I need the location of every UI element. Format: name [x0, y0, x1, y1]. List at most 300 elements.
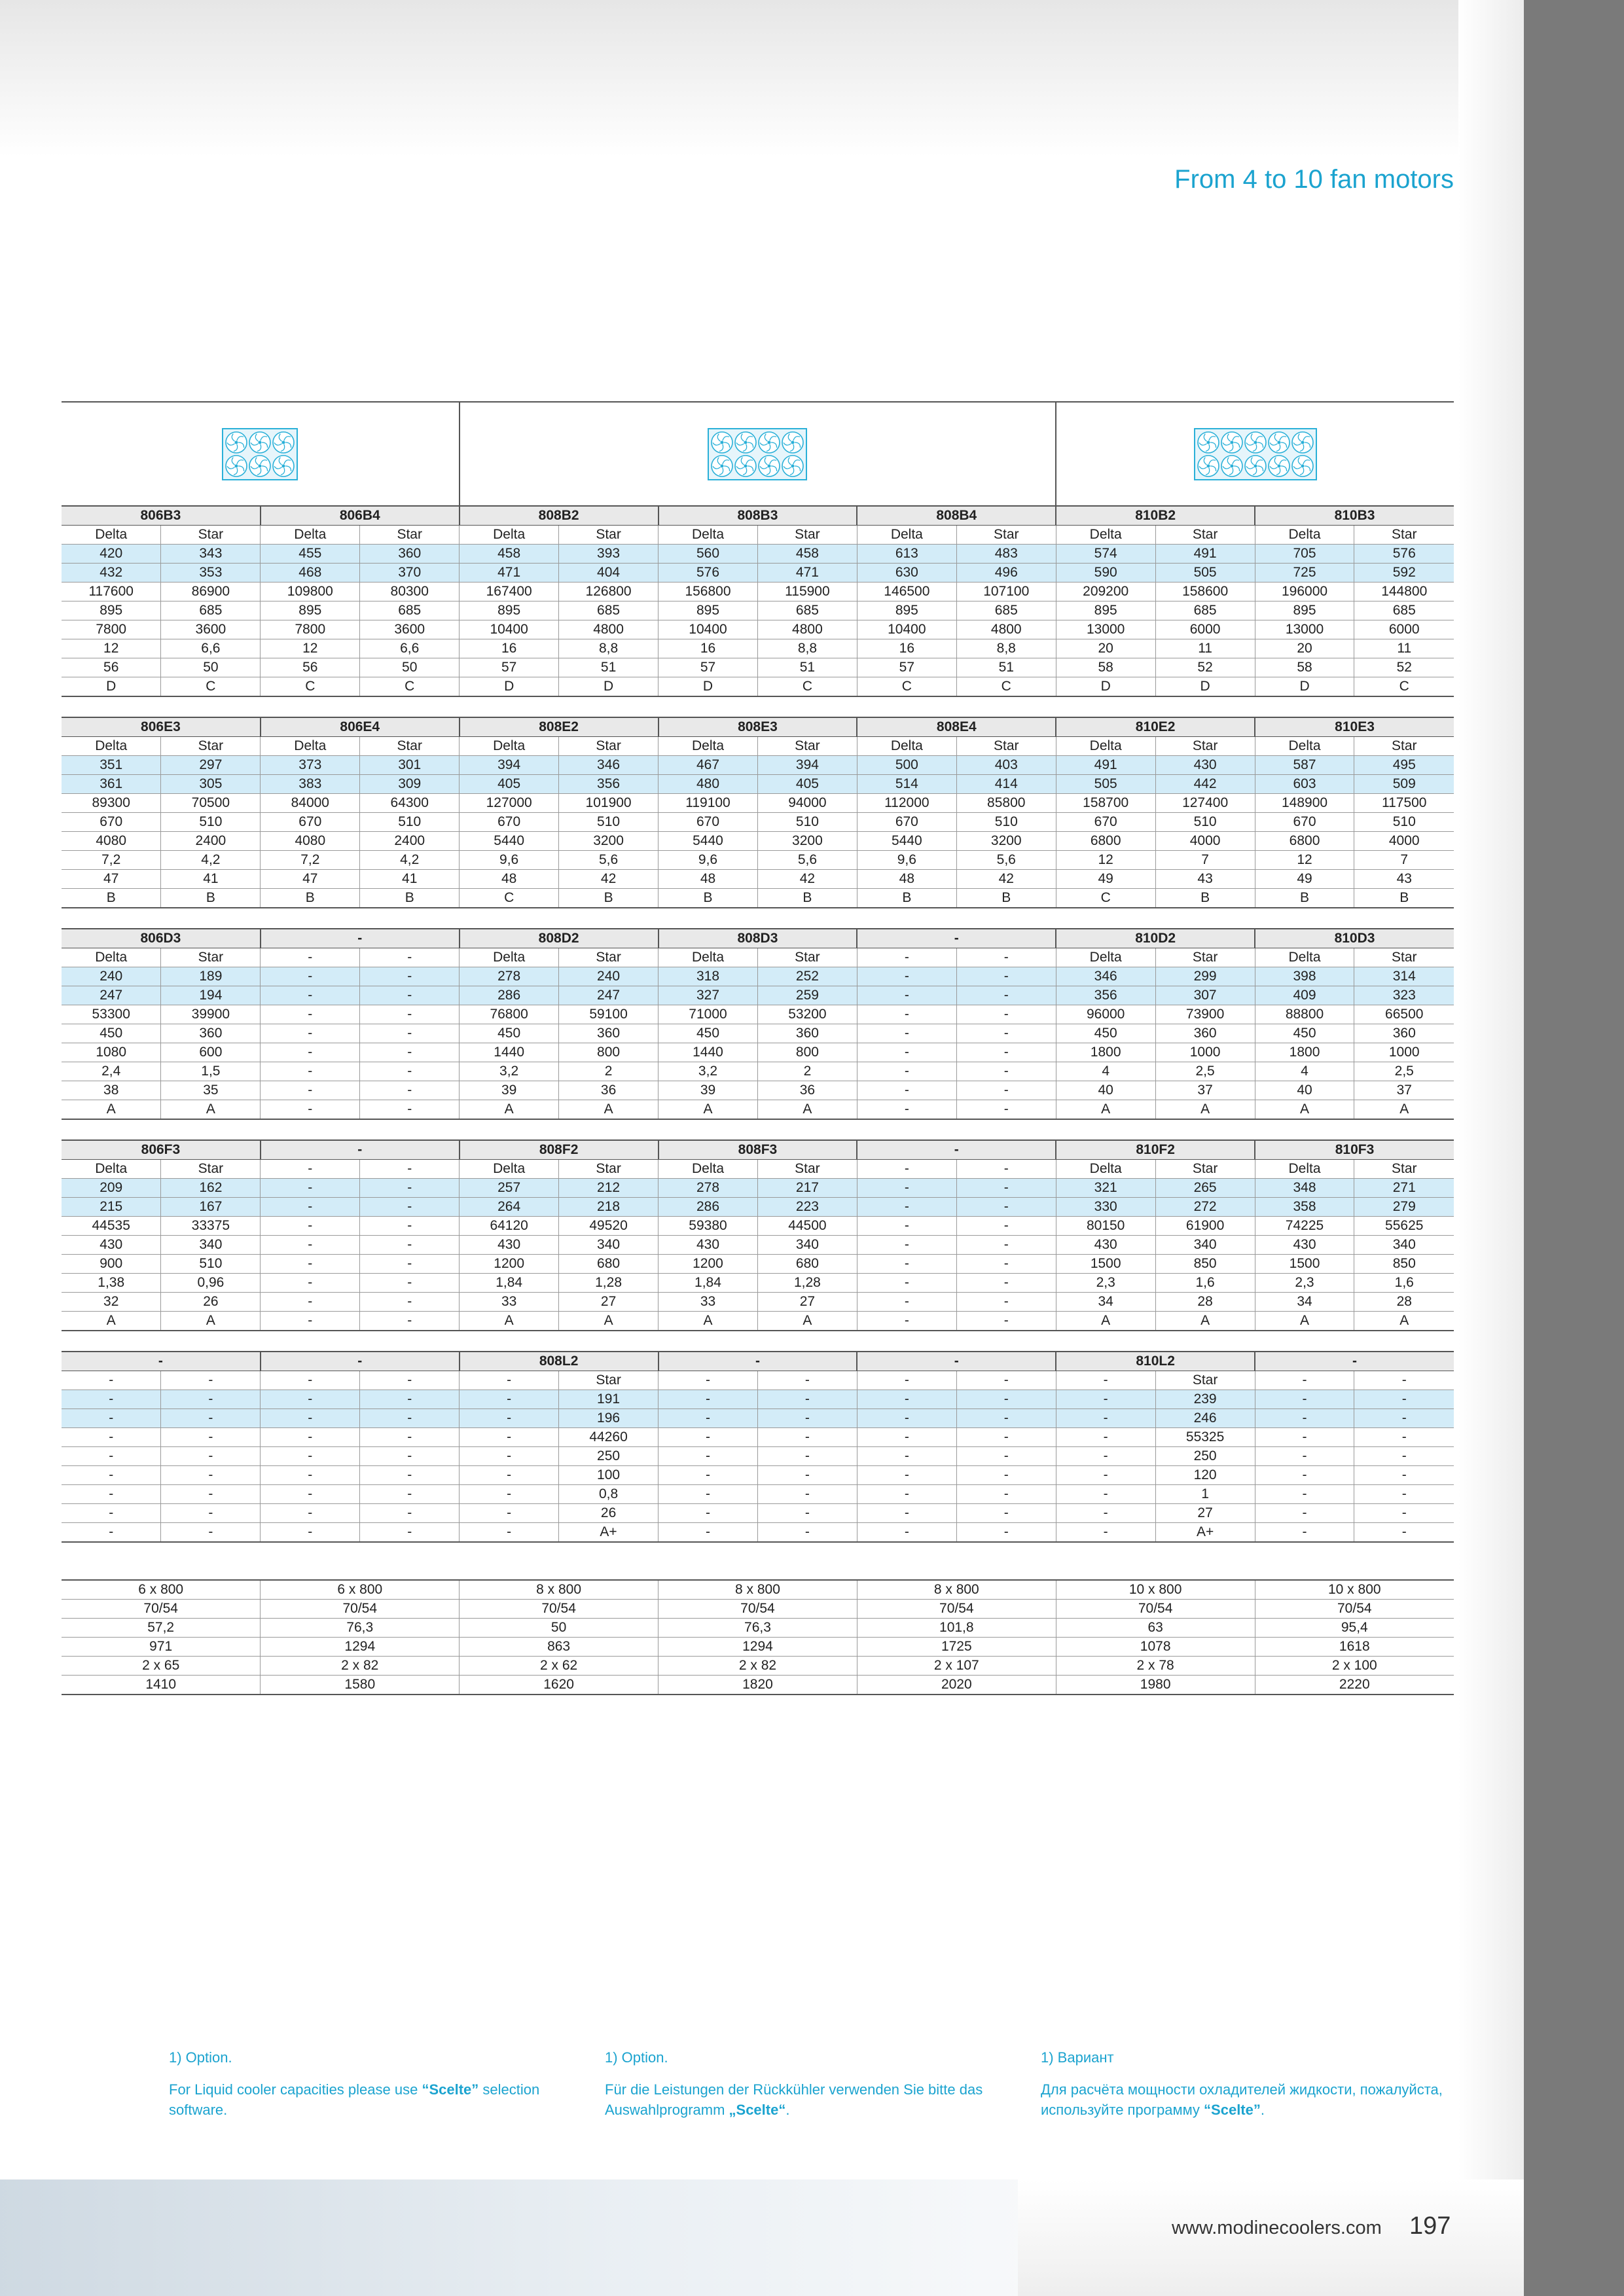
table-cell: -: [956, 1198, 1056, 1217]
table-cell: A: [1056, 1312, 1155, 1331]
table-cell: Star: [360, 737, 460, 756]
summary-cell: 6 x 800: [261, 1580, 460, 1600]
table-cell: -: [956, 948, 1056, 967]
table-cell: 483: [956, 545, 1056, 564]
table-cell: Delta: [1255, 737, 1354, 756]
table-cell: 271: [1354, 1179, 1454, 1198]
table-cell: 47: [62, 870, 161, 889]
table-cell: -: [659, 1371, 758, 1390]
table-cell: -: [360, 1160, 460, 1179]
table-cell: D: [1056, 677, 1155, 697]
table-cell: 52: [1354, 658, 1454, 677]
table-row: [62, 1466, 1454, 1485]
table-cell: 32: [62, 1293, 161, 1312]
table-cell: -: [360, 1198, 460, 1217]
table-cell: -: [360, 986, 460, 1005]
table-cell: 51: [956, 658, 1056, 677]
note-russian-text: Для расчёта мощности охладителей жидкости, пожалуйста, используйте программу: [1041, 2081, 1443, 2118]
table-cell: -: [460, 1390, 559, 1409]
table-cell: 112000: [857, 794, 956, 813]
model-header: 808D2: [460, 929, 659, 948]
table-cell: Star: [1354, 737, 1454, 756]
table-cell: 2: [559, 1062, 659, 1081]
table-cell: -: [857, 967, 956, 986]
side-gradient: [1458, 0, 1524, 2296]
model-header: 808F2: [460, 1140, 659, 1160]
table-cell: -: [360, 1312, 460, 1331]
summary-cell: 8 x 800: [857, 1580, 1056, 1600]
table-cell: -: [261, 1293, 360, 1312]
table-cell: 250: [1155, 1447, 1255, 1466]
table-cell: 895: [659, 601, 758, 620]
table-cell: 383: [261, 775, 360, 794]
table-cell: Star: [1155, 1160, 1255, 1179]
table-cell: -: [161, 1390, 261, 1409]
table-cell: 6000: [1155, 620, 1255, 639]
summary-cell: 50: [460, 1619, 659, 1638]
table-cell: -: [161, 1409, 261, 1428]
table-cell: 800: [757, 1043, 857, 1062]
fan-grid-8-icon: [708, 428, 807, 480]
table-cell: 12: [62, 639, 161, 658]
table-cell: 630: [857, 564, 956, 583]
table-cell: -: [857, 1485, 956, 1504]
table-cell: 1,6: [1155, 1274, 1255, 1293]
note-german: [605, 2047, 1011, 2120]
table-cell: 13000: [1255, 620, 1354, 639]
table-cell: -: [857, 1428, 956, 1447]
group-spacer: [62, 1119, 1454, 1140]
table-cell: -: [161, 1504, 261, 1523]
table-cell: -: [956, 1428, 1056, 1447]
table-cell: 56: [62, 658, 161, 677]
table-cell: -: [261, 1504, 360, 1523]
table-row: [62, 1293, 1454, 1312]
table-cell: 360: [757, 1024, 857, 1043]
table-cell: -: [62, 1447, 161, 1466]
table-cell: 53200: [757, 1005, 857, 1024]
model-header: 810F2: [1056, 1140, 1255, 1160]
table-cell: -: [261, 1523, 360, 1543]
table-cell: 685: [956, 601, 1056, 620]
model-header: 810D2: [1056, 929, 1255, 948]
table-cell: -: [757, 1428, 857, 1447]
table-cell: 409: [1255, 986, 1354, 1005]
table-cell: 685: [1354, 601, 1454, 620]
table-cell: 13000: [1056, 620, 1155, 639]
table-cell: 48: [460, 870, 559, 889]
table-cell: 895: [857, 601, 956, 620]
table-cell: 7800: [261, 620, 360, 639]
table-cell: 6,6: [161, 639, 261, 658]
table-cell: -: [757, 1409, 857, 1428]
table-cell: 80150: [1056, 1217, 1155, 1236]
model-header: 810B2: [1056, 506, 1255, 526]
fan-image-cell: [460, 402, 1056, 506]
table-cell: 895: [261, 601, 360, 620]
table-cell: 394: [460, 756, 559, 775]
table-cell: 16: [460, 639, 559, 658]
table-cell: -: [161, 1485, 261, 1504]
note-english-text-end: selection software.: [169, 2081, 540, 2118]
table-cell: 318: [659, 967, 758, 986]
table-cell: -: [261, 1100, 360, 1120]
table-cell: -: [956, 986, 1056, 1005]
table-cell: Star: [1155, 737, 1255, 756]
table-cell: 351: [62, 756, 161, 775]
table-cell: 4800: [559, 620, 659, 639]
table-cell: -: [659, 1390, 758, 1409]
table-cell: -: [360, 1523, 460, 1543]
table-cell: 50: [161, 658, 261, 677]
table-cell: -: [1255, 1504, 1354, 1523]
table-row: [62, 1198, 1454, 1217]
table-cell: 76800: [460, 1005, 559, 1024]
table-cell: -: [857, 1312, 956, 1331]
table-cell: 42: [559, 870, 659, 889]
table-cell: 240: [62, 967, 161, 986]
table-row: [62, 967, 1454, 986]
table-cell: -: [460, 1371, 559, 1390]
table-row: [62, 756, 1454, 775]
table-cell: A: [559, 1312, 659, 1331]
table-cell: 373: [261, 756, 360, 775]
table-cell: 705: [1255, 545, 1354, 564]
table-cell: -: [360, 1100, 460, 1120]
table-cell: Star: [757, 1160, 857, 1179]
table-row: [62, 658, 1454, 677]
table-cell: 27: [559, 1293, 659, 1312]
table-cell: 109800: [261, 583, 360, 601]
table-cell: -: [956, 1062, 1056, 1081]
summary-cell: 70/54: [1056, 1600, 1255, 1619]
note-german-title: 1) Option.: [605, 2049, 668, 2066]
table-cell: -: [360, 1428, 460, 1447]
summary-row: [62, 1657, 1454, 1676]
table-cell: -: [1255, 1428, 1354, 1447]
fan-image-row: [62, 402, 1454, 506]
table-row: [62, 851, 1454, 870]
table-cell: 4000: [1155, 832, 1255, 851]
table-cell: 209200: [1056, 583, 1155, 601]
summary-cell: 70/54: [659, 1600, 857, 1619]
table-cell: 51: [757, 658, 857, 677]
table-cell: -: [261, 1043, 360, 1062]
table-cell: 56: [261, 658, 360, 677]
table-cell: Star: [559, 737, 659, 756]
table-cell: 680: [757, 1255, 857, 1274]
table-cell: -: [1354, 1485, 1454, 1504]
table-cell: 279: [1354, 1198, 1454, 1217]
model-header: 810D3: [1255, 929, 1454, 948]
table-cell: -: [956, 1293, 1056, 1312]
table-cell: 52: [1155, 658, 1255, 677]
table-cell: 27: [757, 1293, 857, 1312]
table-cell: 670: [659, 813, 758, 832]
table-cell: 330: [1056, 1198, 1155, 1217]
table-cell: 57: [659, 658, 758, 677]
table-cell: 430: [1155, 756, 1255, 775]
table-cell: 510: [559, 813, 659, 832]
table-cell: 491: [1056, 756, 1155, 775]
summary-cell: 1580: [261, 1676, 460, 1695]
summary-row: [62, 1676, 1454, 1695]
model-header: 808E4: [857, 717, 1056, 737]
table-cell: 144800: [1354, 583, 1454, 601]
table-cell: 850: [1354, 1255, 1454, 1274]
table-cell: 89300: [62, 794, 161, 813]
table-cell: 194: [161, 986, 261, 1005]
table-cell: -: [460, 1523, 559, 1543]
table-cell: 12: [1056, 851, 1155, 870]
table-cell: 53300: [62, 1005, 161, 1024]
table-cell: 680: [559, 1255, 659, 1274]
table-cell: 34: [1255, 1293, 1354, 1312]
table-cell: 100: [559, 1466, 659, 1485]
table-cell: Delta: [1255, 526, 1354, 545]
table-cell: 167400: [460, 583, 559, 601]
table-cell: -: [956, 1447, 1056, 1466]
table-cell: 107100: [956, 583, 1056, 601]
summary-cell: 70/54: [857, 1600, 1056, 1619]
note-english-text: For Liquid cooler capacities please use: [169, 2081, 422, 2098]
table-cell: Star: [1354, 948, 1454, 967]
table-cell: -: [261, 986, 360, 1005]
table-cell: 41: [161, 870, 261, 889]
table-cell: 33: [460, 1293, 559, 1312]
table-cell: A: [1255, 1100, 1354, 1120]
model-header: -: [1255, 1352, 1454, 1371]
summary-row: [62, 1619, 1454, 1638]
table-cell: 505: [1155, 564, 1255, 583]
table-cell: -: [857, 1062, 956, 1081]
table-cell: 196: [559, 1409, 659, 1428]
table-cell: -: [956, 967, 1056, 986]
page-number: 197: [1409, 2212, 1451, 2240]
table-cell: -: [360, 1293, 460, 1312]
table-row: [62, 1236, 1454, 1255]
model-header: 808B3: [659, 506, 857, 526]
table-cell: 361: [62, 775, 161, 794]
table-cell: 4,2: [161, 851, 261, 870]
table-cell: Delta: [1056, 526, 1155, 545]
table-cell: -: [757, 1504, 857, 1523]
table-cell: B: [360, 889, 460, 908]
model-header: -: [261, 929, 460, 948]
table-cell: Star: [956, 737, 1056, 756]
table-cell: 73900: [1155, 1005, 1255, 1024]
table-cell: 442: [1155, 775, 1255, 794]
table-cell: 1,6: [1354, 1274, 1454, 1293]
table-cell: A: [757, 1312, 857, 1331]
table-cell: 403: [956, 756, 1056, 775]
table-cell: 49520: [559, 1217, 659, 1236]
table-cell: 430: [659, 1236, 758, 1255]
table-cell: -: [1056, 1504, 1155, 1523]
model-header: 808E2: [460, 717, 659, 737]
table-cell: 2400: [360, 832, 460, 851]
table-cell: Star: [1354, 1160, 1454, 1179]
table-row: [62, 1447, 1454, 1466]
table-cell: 430: [1056, 1236, 1155, 1255]
table-cell: 496: [956, 564, 1056, 583]
table-cell: 509: [1354, 775, 1454, 794]
table-cell: -: [62, 1409, 161, 1428]
table-cell: -: [360, 1371, 460, 1390]
table-cell: B: [956, 889, 1056, 908]
table-cell: -: [261, 1255, 360, 1274]
table-cell: 10400: [460, 620, 559, 639]
table-cell: -: [857, 1198, 956, 1217]
table-cell: 33: [659, 1293, 758, 1312]
table-cell: A: [1056, 1100, 1155, 1120]
summary-cell: 57,2: [62, 1619, 261, 1638]
summary-cell: 1980: [1056, 1676, 1255, 1695]
table-cell: 725: [1255, 564, 1354, 583]
table-cell: 189: [161, 967, 261, 986]
table-cell: 57: [857, 658, 956, 677]
table-cell: 86900: [161, 583, 261, 601]
table-cell: 2,5: [1354, 1062, 1454, 1081]
table-cell: 340: [1354, 1236, 1454, 1255]
table-cell: 9,6: [857, 851, 956, 870]
table-cell: 685: [559, 601, 659, 620]
table-cell: -: [1255, 1371, 1354, 1390]
model-header: 806E3: [62, 717, 261, 737]
table-cell: 895: [1255, 601, 1354, 620]
table-cell: 3200: [559, 832, 659, 851]
table-cell: Delta: [62, 526, 161, 545]
table-cell: 600: [161, 1043, 261, 1062]
fan-grid-10-icon: [1194, 428, 1317, 480]
table-cell: -: [360, 1255, 460, 1274]
table-cell: -: [360, 1217, 460, 1236]
table-cell: 1,28: [757, 1274, 857, 1293]
table-cell: -: [857, 1179, 956, 1198]
table-cell: -: [360, 1081, 460, 1100]
table-row: [62, 1409, 1454, 1428]
table-cell: 592: [1354, 564, 1454, 583]
table-cell: -: [360, 967, 460, 986]
note-english-title: 1) Option.: [169, 2049, 232, 2066]
table-row: [62, 545, 1454, 564]
table-cell: 64120: [460, 1217, 559, 1236]
table-cell: 272: [1155, 1198, 1255, 1217]
table-cell: Star: [1155, 1371, 1255, 1390]
table-cell: 27: [1155, 1504, 1255, 1523]
table-cell: -: [161, 1428, 261, 1447]
table-cell: 603: [1255, 775, 1354, 794]
spacer-cell: [62, 908, 1454, 929]
table-cell: 430: [1255, 1236, 1354, 1255]
table-cell: Delta: [1056, 948, 1155, 967]
table-cell: 74225: [1255, 1217, 1354, 1236]
table-cell: 117600: [62, 583, 161, 601]
fan-image-cell: [1056, 402, 1454, 506]
summary-row: [62, 1638, 1454, 1657]
summary-cell: 76,3: [261, 1619, 460, 1638]
table-cell: A: [1354, 1312, 1454, 1331]
summary-cell: 1410: [62, 1676, 261, 1695]
table-cell: 576: [1354, 545, 1454, 564]
table-cell: 39900: [161, 1005, 261, 1024]
table-cell: -: [261, 1160, 360, 1179]
table-cell: 127000: [460, 794, 559, 813]
table-cell: 16: [857, 639, 956, 658]
table-row: [62, 813, 1454, 832]
table-cell: 59380: [659, 1217, 758, 1236]
table-cell: 146500: [857, 583, 956, 601]
table-cell: 278: [659, 1179, 758, 1198]
table-cell: 4080: [261, 832, 360, 851]
table-cell: 514: [857, 775, 956, 794]
table-cell: 212: [559, 1179, 659, 1198]
table-cell: 259: [757, 986, 857, 1005]
table-cell: 3200: [956, 832, 1056, 851]
table-cell: 1000: [1155, 1043, 1255, 1062]
summary-cell: 1620: [460, 1676, 659, 1695]
table-cell: 458: [460, 545, 559, 564]
table-cell: Star: [360, 526, 460, 545]
table-cell: Delta: [62, 737, 161, 756]
table-cell: C: [1354, 677, 1454, 697]
table-cell: 33375: [161, 1217, 261, 1236]
table-cell: -: [1056, 1390, 1155, 1409]
summary-cell: 95,4: [1255, 1619, 1454, 1638]
table-cell: B: [1155, 889, 1255, 908]
table-cell: -: [261, 1005, 360, 1024]
summary-cell: 971: [62, 1638, 261, 1657]
table-cell: 1,84: [659, 1274, 758, 1293]
table-cell: B: [857, 889, 956, 908]
table-cell: Star: [161, 526, 261, 545]
table-cell: -: [956, 1409, 1056, 1428]
table-cell: 305: [161, 775, 261, 794]
table-cell: 209: [62, 1179, 161, 1198]
table-cell: 35: [161, 1081, 261, 1100]
table-cell: -: [757, 1390, 857, 1409]
table-cell: 117500: [1354, 794, 1454, 813]
table-cell: A: [62, 1100, 161, 1120]
table-cell: 360: [161, 1024, 261, 1043]
table-cell: Delta: [857, 526, 956, 545]
table-row: [62, 1274, 1454, 1293]
model-header: -: [62, 1352, 261, 1371]
table-cell: -: [857, 1274, 956, 1293]
table-cell: -: [161, 1371, 261, 1390]
table-cell: 43: [1155, 870, 1255, 889]
summary-cell: 2020: [857, 1676, 1056, 1695]
table-cell: B: [559, 889, 659, 908]
table-cell: D: [1155, 677, 1255, 697]
table-cell: 49: [1255, 870, 1354, 889]
table-cell: 430: [460, 1236, 559, 1255]
table-cell: D: [559, 677, 659, 697]
table-cell: -: [757, 1447, 857, 1466]
model-header-row: [62, 506, 1454, 526]
summary-cell: 2 x 82: [659, 1657, 857, 1676]
table-cell: -: [956, 1485, 1056, 1504]
table-cell: 115900: [757, 583, 857, 601]
table-cell: D: [659, 677, 758, 697]
table-row: [62, 1255, 1454, 1274]
table-cell: Star: [161, 737, 261, 756]
table-cell: 5440: [659, 832, 758, 851]
model-header-row: [62, 717, 1454, 737]
table-cell: -: [757, 1485, 857, 1504]
table-cell: -: [1056, 1485, 1155, 1504]
table-cell: 510: [956, 813, 1056, 832]
